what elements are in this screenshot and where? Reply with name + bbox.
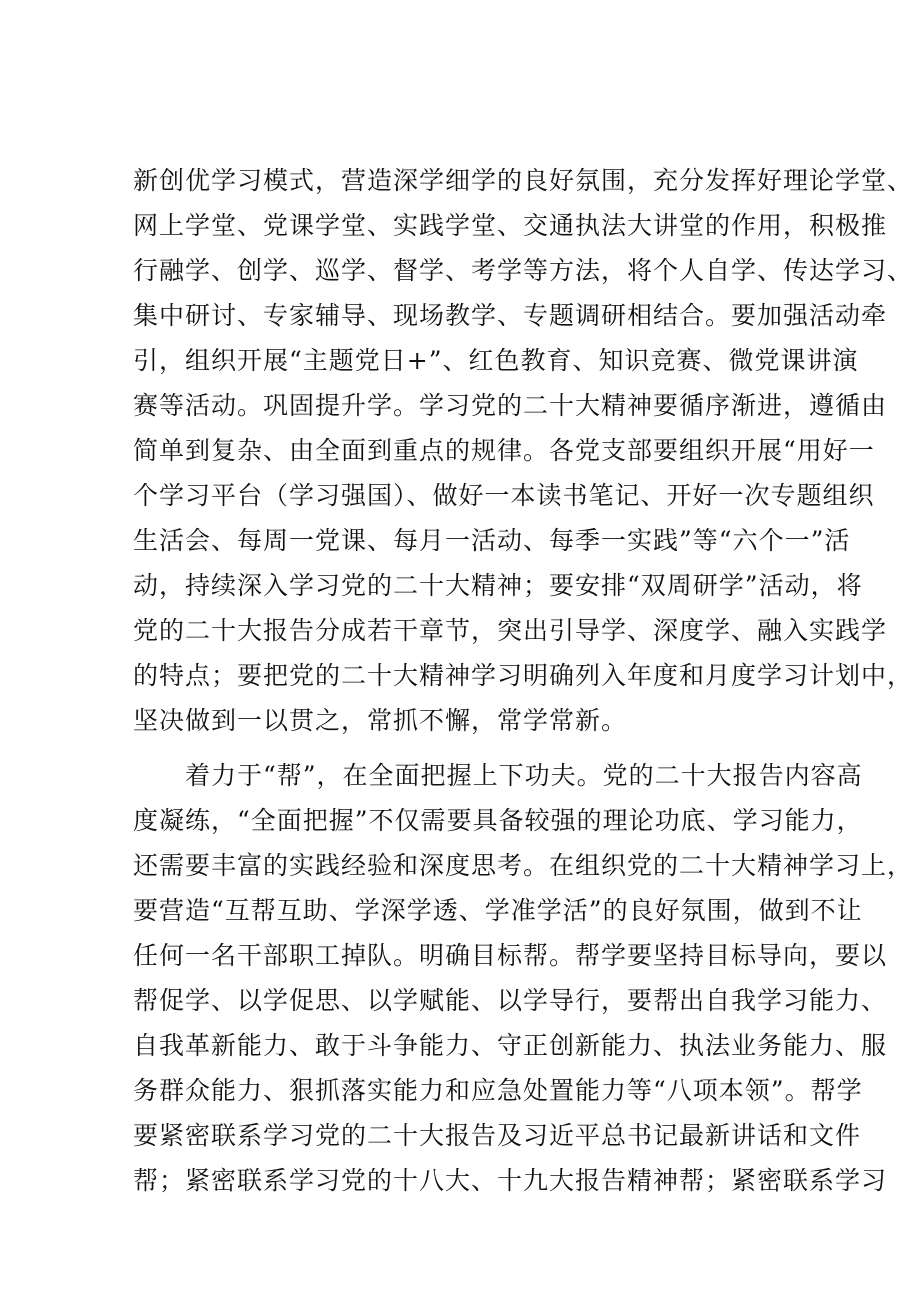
text-line: 务群众能力、狠抓落实能力和应急处置能力等“八项本领”。帮学 <box>133 1076 863 1105</box>
text-line: 自我革新能力、敢于斗争能力、守正创新能力、执法业务能力、服 <box>133 1031 888 1060</box>
text-line: 的特点；要把党的二十大精神学习明确列入年度和月度学习计划中， <box>133 661 914 690</box>
text-line: 还需要丰富的实践经验和深度思考。在组织党的二十大精神学习上， <box>133 851 914 880</box>
text-line: 网上学堂、党课学堂、实践学堂、交通执法大讲堂的作用，积极推 <box>133 211 888 240</box>
text-line: 赛等活动。巩固提升学。学习党的二十大精神要循序渐进，遵循由 <box>133 391 888 420</box>
text-line: 帮；紧密联系学习党的十八大、十九大报告精神帮；紧密联系学习 <box>133 1166 888 1195</box>
text-line: 着力于“帮”，在全面把握上下功夫。党的二十大报告内容高 <box>133 761 863 790</box>
text-line: 要营造“互帮互助、学深学透、学准学活”的良好氛围，做到不让 <box>133 896 863 925</box>
text-line: 生活会、每周一党课、每月一活动、每季一实践”等“六个一”活 <box>133 526 851 555</box>
text-line: 引，组织开展“主题党日+”、红色教育、知识竞赛、微党课讲演 <box>133 346 859 375</box>
text-line: 集中研讨、专家辅导、现场教学、专题调研相结合。要加强活动牵 <box>133 301 888 330</box>
paragraph-1 <box>133 158 914 743</box>
text-line: 简单到复杂、由全面到重点的规律。各党支部要组织开展“用好一 <box>133 436 875 465</box>
text-line: 帮促学、以学促思、以学赋能、以学导行，要帮出自我学习能力、 <box>133 986 888 1015</box>
text-line: 党的二十大报告分成若干章节，突出引导学、深度学、融入实践学 <box>133 616 888 645</box>
text-line: 新创优学习模式，营造深学细学的良好氛围，充分发挥好理论学堂、 <box>133 166 914 195</box>
text-line: 度凝练，“全面把握”不仅需要具备较强的理论功底、学习能力， <box>133 806 863 835</box>
document-body <box>133 158 914 1203</box>
text-line: 任何一名干部职工掉队。明确目标帮。帮学要坚持目标导向，要以 <box>133 941 888 970</box>
text-line: 行融学、创学、巡学、督学、考学等方法，将个人自学、传达学习、 <box>133 256 914 285</box>
paragraph-2 <box>133 753 914 1203</box>
paragraph-spacing <box>133 743 833 753</box>
text-line: 要紧密联系学习党的二十大报告及习近平总书记最新讲话和文件 <box>133 1121 862 1150</box>
text-line: 坚决做到一以贯之，常抓不懈，常学常新。 <box>133 706 628 735</box>
text-line: 动，持续深入学习党的二十大精神；要安排“双周研学”活动，将 <box>133 571 863 600</box>
text-line: 个学习平台（学习强国）、做好一本读书笔记、开好一次专题组织 <box>133 481 875 510</box>
